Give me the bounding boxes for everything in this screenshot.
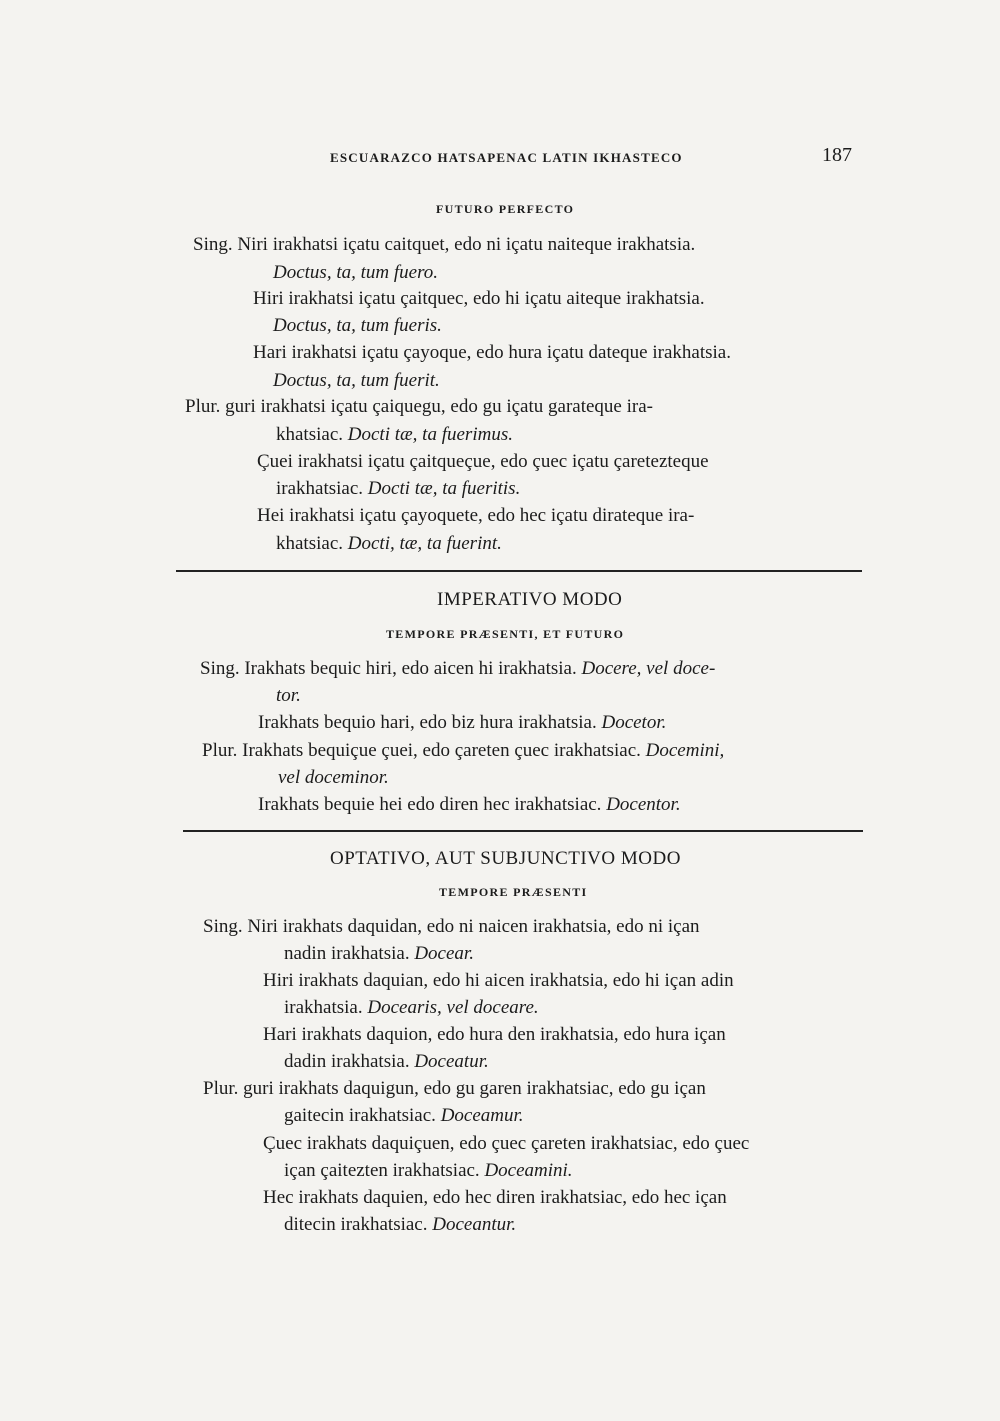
section-title-imperativo: IMPERATIVO MODO xyxy=(437,589,623,610)
futuro-latin: Doctus, ta, tum fuerit. xyxy=(273,370,440,391)
optativo-latin: Doceatur. xyxy=(414,1051,489,1072)
imperativo-latin: Docere, vel doce- xyxy=(581,658,716,679)
futuro-line: Hiri irakhatsi içatu çaitquec, edo hi içatu aiteque irakhatsia. xyxy=(253,288,705,309)
optativo-basque: irakhatsia. xyxy=(284,997,363,1018)
page-number: 187 xyxy=(822,144,852,166)
optativo-latin: Doceamini. xyxy=(484,1160,573,1181)
futuro-line: Plur. guri irakhatsi içatu çaiquegu, edo gu içatu garateque ira- xyxy=(185,396,653,417)
imperativo-latin: Docetor. xyxy=(601,712,667,733)
futuro-line-cont xyxy=(276,533,502,555)
futuro-latin: Doctus, ta, tum fuero. xyxy=(273,262,439,283)
futuro-basque: khatsiac. xyxy=(276,424,344,445)
futuro-latin: Docti, tæ, ta fuerint. xyxy=(347,533,502,554)
futuro-line: Sing. Niri irakhatsi içatu caitquet, edo ni içatu naiteque irakhatsia. xyxy=(193,234,696,255)
section-title-optativo: OPTATIVO, AUT SUBJUNCTIVO MODO xyxy=(330,848,681,869)
futuro-latin: Docti tæ, ta fueritis. xyxy=(367,478,521,499)
futuro-basque: irakhatsiac. xyxy=(276,478,364,499)
imperativo-latin: vel doceminor. xyxy=(278,767,389,788)
optativo-line-cont xyxy=(284,1214,516,1236)
optativo-line: Çuec irakhats daquiçuen, edo çuec çareten irakhatsiac, edo çuec xyxy=(263,1133,750,1154)
imperativo-line xyxy=(258,794,681,816)
section-subtitle-optativo: TEMPORE PRÆSENTI xyxy=(439,885,588,899)
futuro-line-cont xyxy=(276,478,520,500)
futuro-latin: Docti tæ, ta fuerimus. xyxy=(347,424,513,445)
optativo-latin: Doceantur. xyxy=(432,1214,517,1235)
futuro-latin: Doctus, ta, tum fueris. xyxy=(273,315,442,336)
imperativo-basque: Plur. Irakhats bequiçue çuei, edo çareten çuec irakhatsiac. xyxy=(202,740,641,761)
optativo-basque: içan çaitezten irakhatsiac. xyxy=(284,1160,480,1181)
optativo-line-cont xyxy=(284,1051,489,1073)
optativo-basque: dadin irakhatsia. xyxy=(284,1051,410,1072)
optativo-basque: nadin irakhatsia. xyxy=(284,943,410,964)
running-title: ESCUARAZCO HATSAPENAC LATIN IKHASTECO xyxy=(330,150,683,165)
optativo-line-cont xyxy=(284,943,474,965)
optativo-line: Hiri irakhats daquian, edo hi aicen irakhatsia, edo hi içan adin xyxy=(263,970,734,991)
imperativo-line xyxy=(200,658,715,680)
optativo-line-cont xyxy=(284,1160,573,1182)
imperativo-line xyxy=(202,740,724,762)
optativo-latin: Docear. xyxy=(414,943,474,964)
section-subtitle-imperativo: TEMPORE PRÆSENTI, ET FUTURO xyxy=(386,627,625,641)
optativo-latin: Doceamur. xyxy=(440,1105,524,1126)
futuro-line-cont xyxy=(276,424,513,446)
section-divider xyxy=(183,830,863,832)
optativo-line: Hec irakhats daquien, edo hec diren irakhatsiac, edo hec içan xyxy=(263,1187,727,1208)
imperativo-basque: Irakhats bequio hari, edo biz hura irakhatsia. xyxy=(258,712,597,733)
imperativo-basque: Sing. Irakhats bequic hiri, edo aicen hi irakhatsia. xyxy=(200,658,577,679)
section-divider xyxy=(176,570,862,572)
section-title-futuro: FUTURO PERFECTO xyxy=(436,202,575,216)
optativo-line: Plur. guri irakhats daquigun, edo gu garen irakhatsiac, edo gu içan xyxy=(203,1078,706,1099)
futuro-line: Hari irakhatsi içatu çayoque, edo hura içatu dateque irakhatsia. xyxy=(253,342,731,363)
futuro-line: Hei irakhatsi içatu çayoquete, edo hec içatu dirateque ira- xyxy=(257,505,695,526)
imperativo-latin: Docemini, xyxy=(645,740,725,761)
optativo-basque: ditecin irakhatsiac. xyxy=(284,1214,428,1235)
futuro-basque: khatsiac. xyxy=(276,533,344,554)
imperativo-basque: Irakhats bequie hei edo diren hec irakhatsiac. xyxy=(258,794,602,815)
optativo-basque: gaitecin irakhatsiac. xyxy=(284,1105,436,1126)
imperativo-latin: Docentor. xyxy=(606,794,681,815)
imperativo-line xyxy=(258,712,666,734)
optativo-line-cont xyxy=(284,997,539,1019)
imperativo-latin: tor. xyxy=(276,685,301,706)
futuro-line: Çuei irakhatsi içatu çaitqueçue, edo çuec içatu çaretezteque xyxy=(257,451,709,472)
optativo-line-cont xyxy=(284,1105,524,1127)
optativo-line: Hari irakhats daquion, edo hura den irakhatsia, edo hura içan xyxy=(263,1024,726,1045)
optativo-line: Sing. Niri irakhats daquidan, edo ni naicen irakhatsia, edo ni içan xyxy=(203,916,700,937)
optativo-latin: Docearis, vel doceare. xyxy=(367,997,539,1018)
